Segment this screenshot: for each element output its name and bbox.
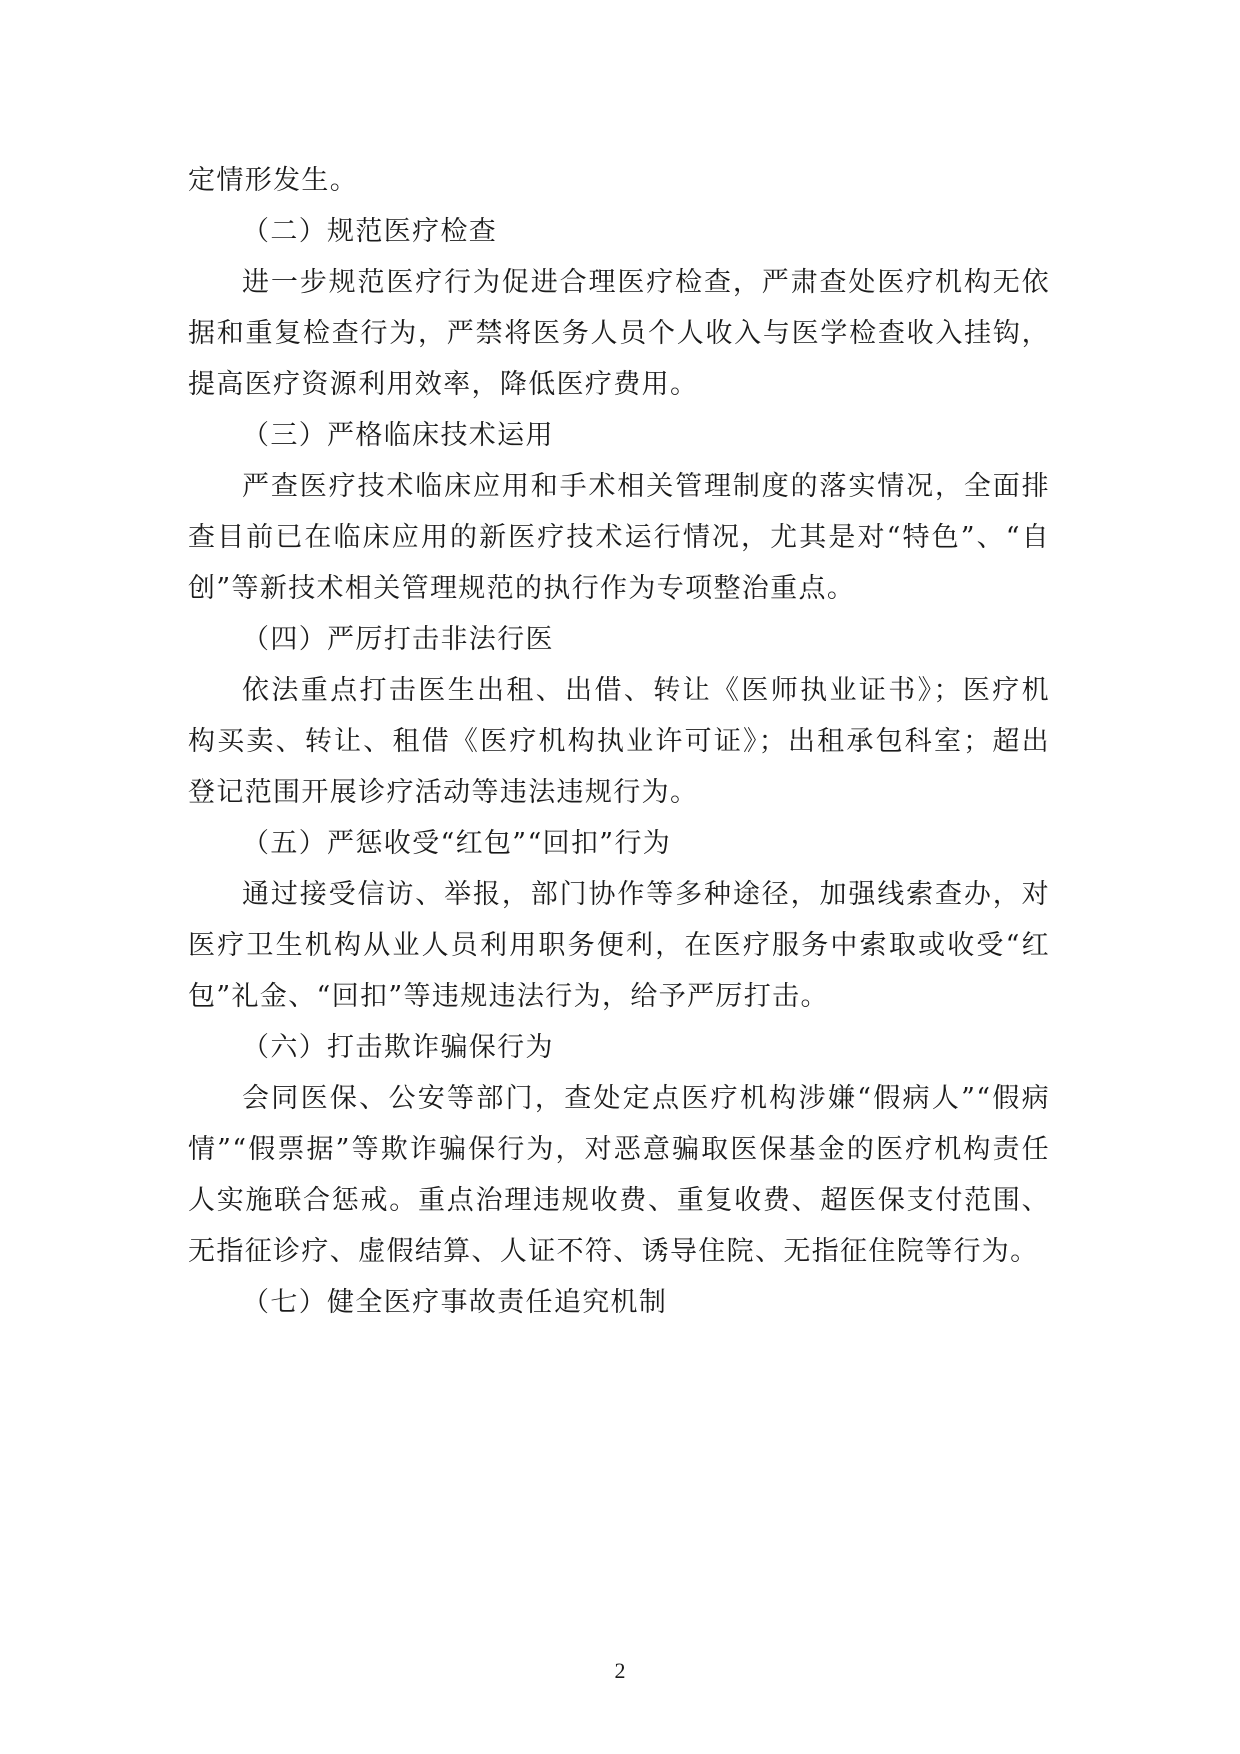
- section-heading-6: （六）打击欺诈骗保行为: [242, 1032, 554, 1063]
- paragraph-continued: 定情形发生。: [188, 165, 359, 196]
- paragraph-insurance-fraud: 会同医保、公安等部门，查处定点医疗机构涉嫌“假病人”“假病情”“假票据”等欺诈骗保行为，对恶意骗取医保基金的医疗机构责任人实施联合惩戒。重点治理违规收费、重复收费、超医保支付范围、无指征诊疗、虚假结算、人证不符、诱导住院、无指征住院等行为。: [188, 1083, 1050, 1267]
- document-body: [188, 155, 1050, 1328]
- page-number: 2: [614, 1658, 626, 1683]
- paragraph-illegal-practice: 依法重点打击医生出租、出借、转让《医师执业证书》；医疗机构买卖、转让、租借《医疗机构执业许可证》；出租承包科室；超出登记范围开展诊疗活动等违法违规行为。: [188, 675, 1050, 808]
- section-heading-4: （四）严厉打击非法行医: [242, 624, 554, 655]
- paragraph-clinical-tech: 严查医疗技术临床应用和手术相关管理制度的落实情况，全面排查目前已在临床应用的新医疗技术运行情况，尤其是对“特色”、“自创”等新技术相关管理规范的执行作为专项整治重点。: [188, 471, 1050, 604]
- section-heading-7: （七）健全医疗事故责任追究机制: [242, 1287, 668, 1318]
- paragraph-red-envelopes: 通过接受信访、举报，部门协作等多种途径，加强线索查办，对医疗卫生机构从业人员利用职务便利，在医疗服务中索取或收受“红包”礼金、“回扣”等违规违法行为，给予严厉打击。: [188, 879, 1050, 1012]
- section-heading-2: （二）规范医疗检查: [242, 216, 498, 247]
- section-heading-3: （三）严格临床技术运用: [242, 420, 554, 451]
- paragraph-medical-exams: 进一步规范医疗行为促进合理医疗检查，严肃查处医疗机构无依据和重复检查行为，严禁将医务人员个人收入与医学检查收入挂钩，提高医疗资源利用效率，降低医疗费用。: [188, 267, 1050, 400]
- section-heading-5: （五）严惩收受“红包”“回扣”行为: [242, 828, 672, 859]
